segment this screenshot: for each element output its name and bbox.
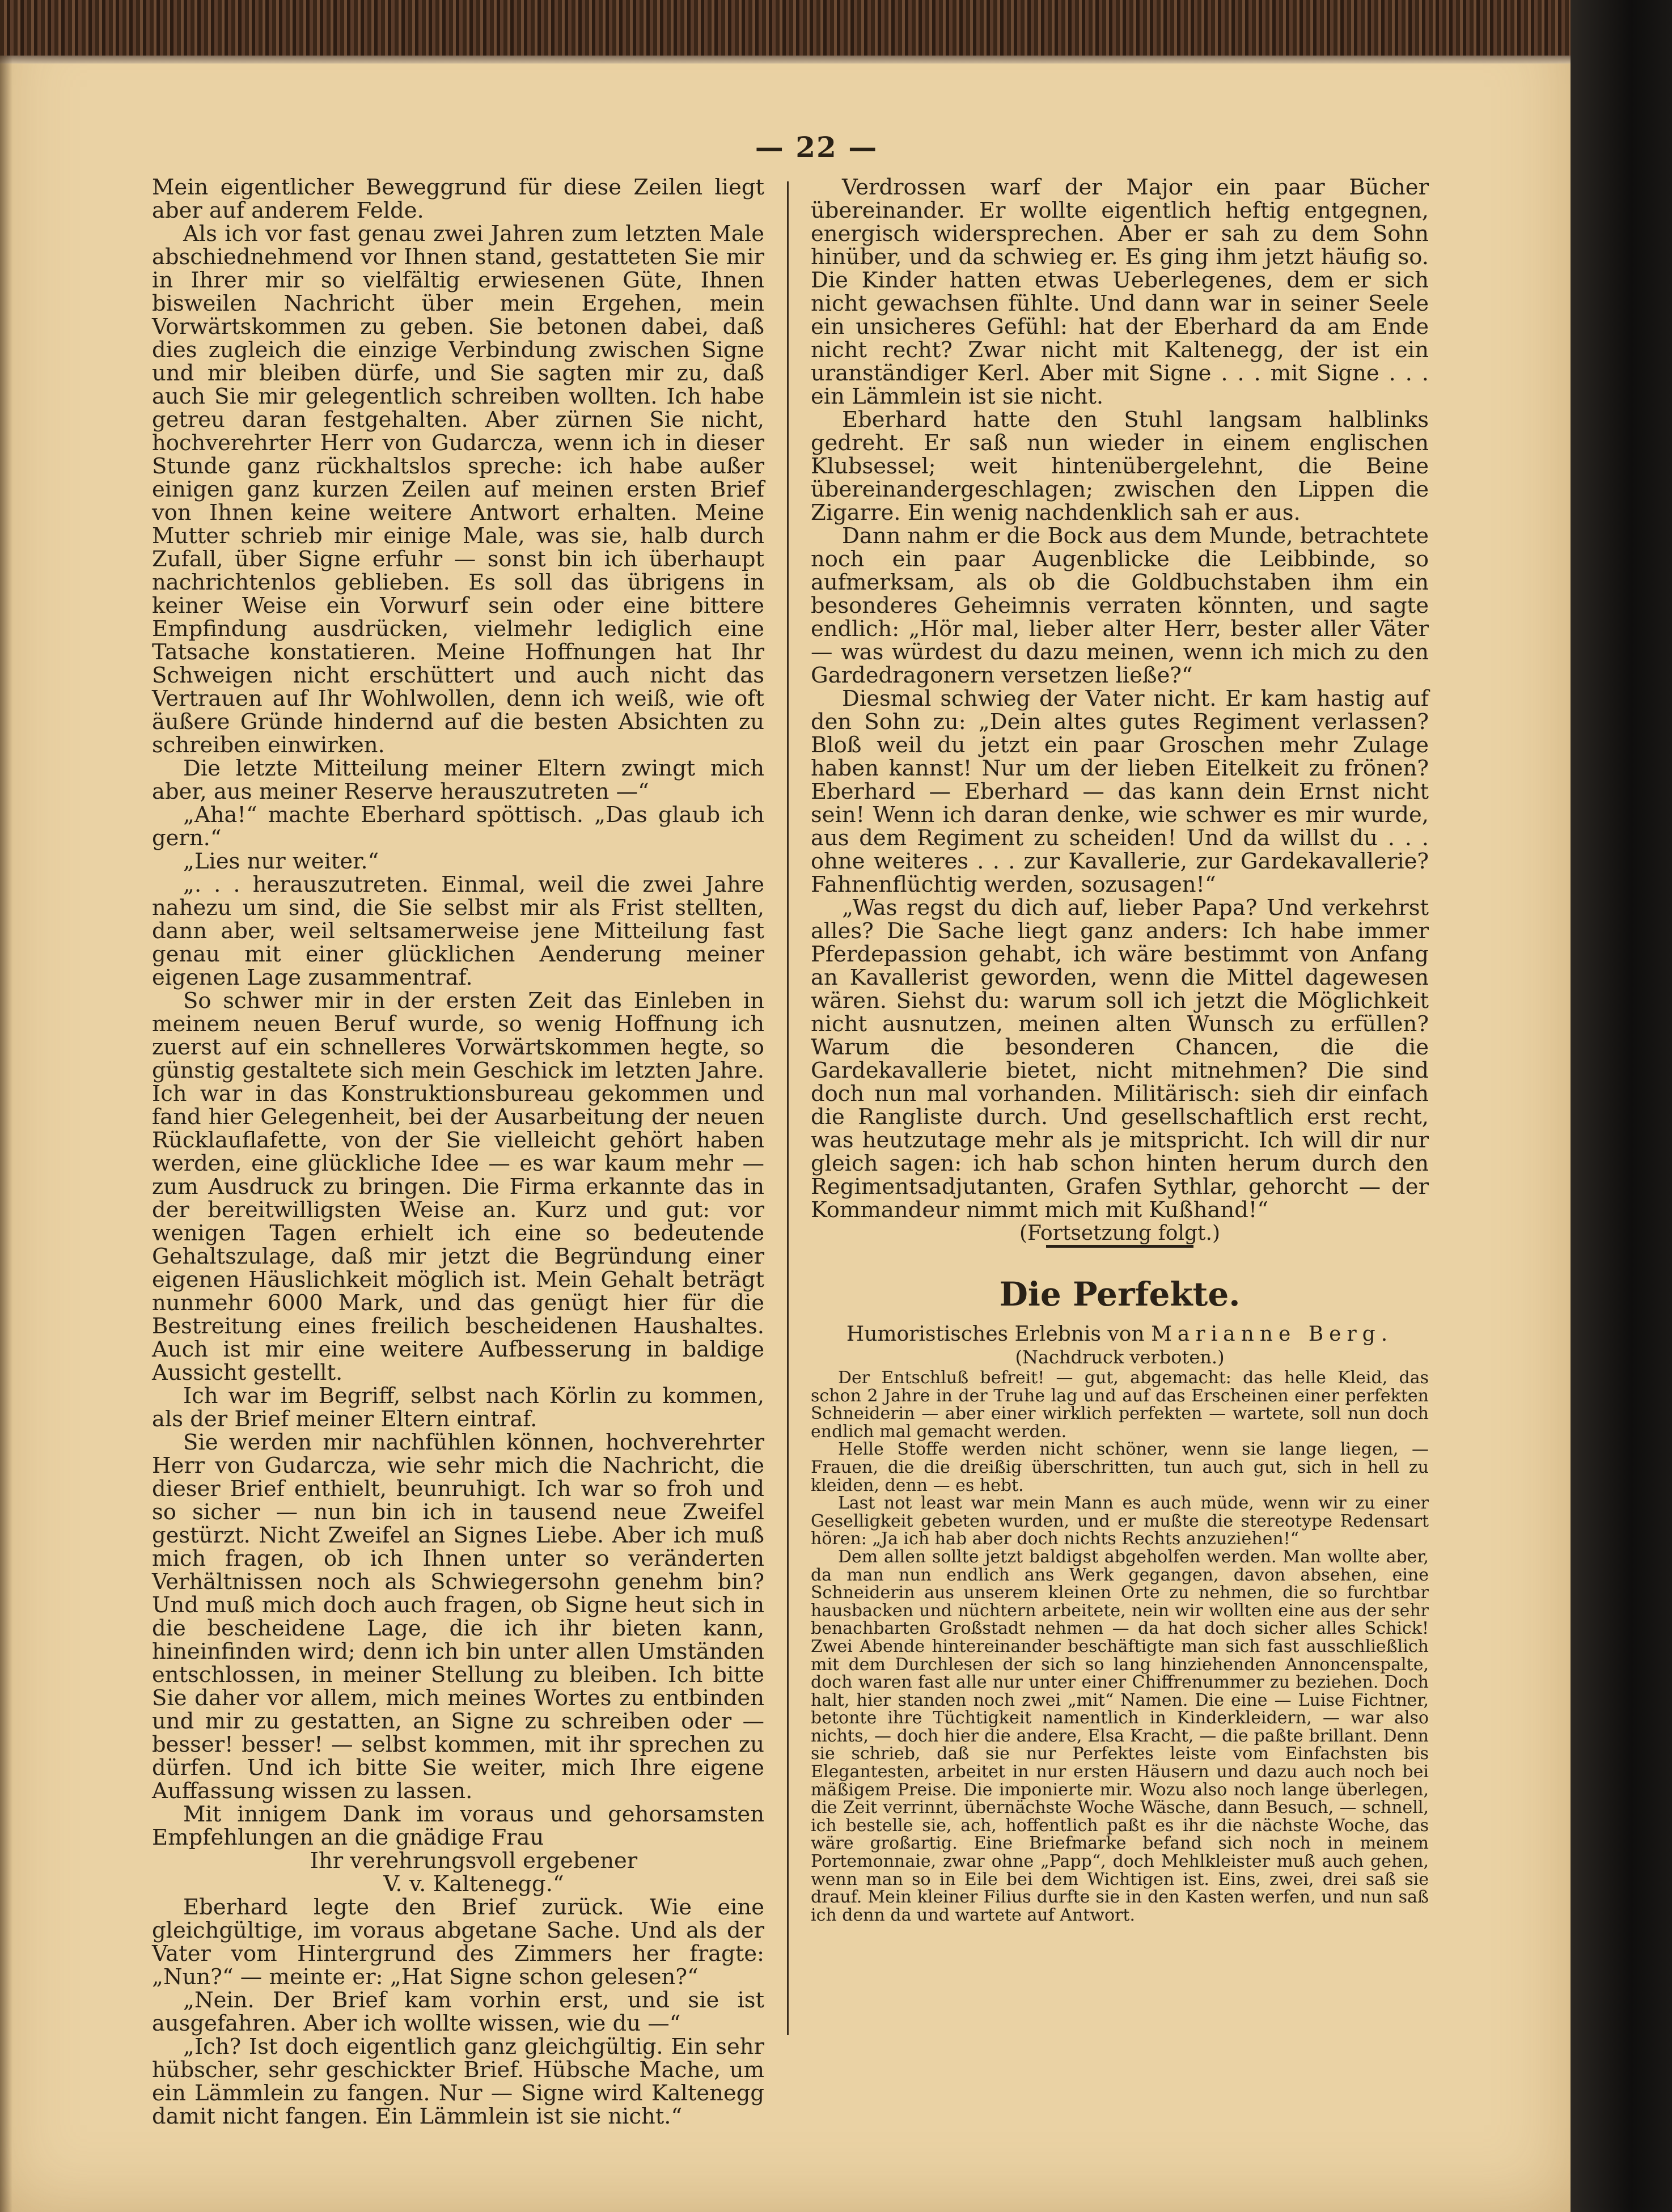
continued-note: (Fortsetzung folgt.)	[1019, 1222, 1220, 1245]
paragraph: „Nein. Der Brief kam vorhin erst, und sie ist ausgefahren. Aber ich wollte wissen, wie du —“	[152, 1988, 764, 2036]
book-binding	[0, 0, 1571, 56]
paragraph: „Was regst du dich auf, lieber Papa? Und verkehrst alles? Die Sache liegt ganz anders: Ich habe immer Pferdepassion gehabt, ich wäre bestimmt von Anfang an Kavallerist geworden, wenn die Mittel dagewesen wären. Siehst du: warum soll ich jetzt die Möglichkeit nicht ausnutzen, meinen alten Wunsch zu erfüllen? Warum die besonderen Chancen, die die Gardekavallerie bietet, nicht mitnehmen? Die sind doch nun mal vorhanden. Militärisch: sieh dir einfach die Rangliste durch. Und gesellschaftlich erst recht, was heutzutage mehr als je mitspricht. Ich will dir nur gleich sagen: ich hab schon hinten herum durch den Regimentsadjutanten, Grafen Sythlar, gehorcht — der Kommandeur nimmt mich mit Kußhand!“	[811, 895, 1429, 1223]
paragraph: „Aha!“ machte Eberhard spöttisch. „Das glaub ich gern.“	[152, 802, 764, 851]
paragraph: Verdrossen warf der Major ein paar Bücher übereinander. Er wollte eigentlich heftig entgegnen, energisch widersprechen. Aber er sah zu dem Sohn hinüber, und da schwieg er. Es ging ihm jetzt häufig so. Die Kinder hatten etwas Ueberlegenes, dem er sich nicht gewachsen fühlte. Und dann war in seiner Seele ein unsicheres Gefühl: hat der Eberhard da am Ende nicht recht? Zwar nicht mit Kaltenegg, der ist ein uranständiger Kerl. Aber mit Signe . . . mit Signe . . . ein Lämmlein ist sie nicht.	[811, 175, 1429, 409]
paragraph: So schwer mir in der ersten Zeit das Einleben in meinem neuen Beruf wurde, so wenig Hoffnung ich zuerst auf ein schnelleres Vorwärtskommen hegte, so günstig gestaltete sich mein Geschick im letzten Jahre. Ich war in das Konstruktionsbureau gekommen und fand hier Gelegenheit, bei der Ausarbeitung der neuen Rücklauflafette, von der Sie vielleicht gehört haben werden, eine glückliche Idee — es war kaum mehr — zum Ausdruck zu bringen. Die Firma erkannte das in der bereitwilligsten Weise an. Kurz und gut: vor wenigen Tagen erhielt ich eine so bedeutende Gehaltszulage, daß mir jetzt die Begründung einer eigenen Häuslichkeit möglich ist. Mein Gehalt beträgt nunmehr 6000 Mark, und das genügt hier für die Bestreitung eines freilich bescheidenen Haushaltes. Auch ist mir eine weitere Aufbesserung in baldige Aussicht gestellt.	[152, 988, 764, 1385]
signature-name: V. v. Kaltenegg.“	[383, 1871, 564, 1897]
paragraph: Eberhard legte den Brief zurück. Wie eine gleichgültige, im voraus abgetane Sache. Und als der Vater vom Hintergrund des Zimmers her fragte: „Nun?“ — meinte er: „Hat Signe schon gelesen?“	[152, 1895, 764, 1990]
section-separator	[1046, 1245, 1193, 1248]
paragraph: Mein eigentlicher Beweggrund für diese Zeilen liegt aber auf anderem Felde.	[152, 175, 764, 223]
paragraph: Dem allen sollte jetzt baldigst abgeholfen werden. Man wollte aber, da man nun endlich ans Werk gegangen, davon absehen, eine Schneiderin aus unserem kleinen Orte zu nehmen, die so furchtbar hausbacken und nüchtern arbeitete, nein wir wollten eine aus der sehr benachbarten Großstadt nehmen — da hat doch sicher alles Schick! Zwei Abende hintereinander beschäftigte man sich fast ausschließlich mit dem Durchlesen der sich so lang hinziehenden Annoncenspalte, doch waren fast alle nur unter einer Chiffrenummer zu beziehen. Doch halt, hier standen noch zwei „mit“ Namen. Die eine — Luise Fichtner, betonte ihre Tüchtigkeit namentlich in Kinderkleidern, — war also nichts, — doch hier die andere, Elsa Kracht, — die paßte brillant. Denn sie schrieb, daß sie nur Perfektes leiste vom Einfachsten bis Elegantesten, arbeitet in nur ersten Häusern und dazu auch noch bei mäßigem Preise. Die imponierte mir. Wozu also noch lange überlegen, die Zeit verrinnt, übernächste Woche Wäsche, dann Besuch, — schnell, ich bestelle sie, ach, hoffentlich paßt es ihr die nächste Woche, das wäre großartig. Eine Briefmarke befand sich noch in meinem Portemonnaie, zwar ohne „Papp“, doch Mehlkleister muß auch gehen, wenn man so in Eile bei dem Wichtigen ist. Eins, zwei, drei saß sie drauf. Mein kleiner Filius durfte sie in den Kasten werfen, und nun saß ich denn da und wartete auf Antwort.	[811, 1546, 1429, 1925]
paragraph: Eberhard hatte den Stuhl langsam halblinks gedreht. Er saß nun wieder in einem englischen Klubsessel; weit hintenübergelehnt, die Beine übereinandergeschlagen; zwischen den Lippen die Zigarre. Ein wenig nachdenklich sah er aus.	[811, 407, 1429, 526]
paragraph: „. . . herauszutreten. Einmal, weil die zwei Jahre nahezu um sind, die Sie selbst mir als Frist stellten, dann aber, weil seltsamerweise jene Mitteilung fast genau mit einer glücklichen Aenderung meiner eigenen Lage zusammentraf.	[152, 872, 764, 990]
story-author: Marianne Berg.	[1151, 1323, 1394, 1346]
page-shadow	[0, 56, 12, 2212]
paragraph: Ich war im Begriff, selbst nach Körlin zu kommen, als der Brief meiner Eltern eintraf.	[152, 1383, 764, 1432]
paragraph: „Ich? Ist doch eigentlich ganz gleichgültig. Ein sehr hübscher, sehr geschickter Brief. Hübsche Mache, um ein Lämmlein zu fangen. Nur — Signe wird Kaltenegg damit nicht fangen. Ein Lämmlein ist sie nicht.“	[152, 2034, 764, 2129]
paragraph: Last not least war mein Mann es auch müde, wenn wir zu einer Geselligkeit gebeten wurden, und er mußte die stereotype Redensart hören: „Ja ich hab aber doch nichts Rechts anzuziehen!“	[811, 1493, 1429, 1549]
subtitle-prefix: Humoristisches Erlebnis von	[846, 1323, 1145, 1346]
page-number: — 22 —	[755, 130, 878, 164]
signature-greeting: Ihr verehrungsvoll ergebener	[310, 1848, 638, 1874]
paragraph: Die letzte Mitteilung meiner Eltern zwingt mich aber, aus meiner Reserve herauszutreten —“	[152, 756, 764, 804]
right-column	[811, 176, 1429, 1924]
story-body	[811, 1369, 1429, 1924]
paragraph: Sie werden mir nachfühlen können, hochverehrter Herr von Gudarcza, wie sehr mich die Nachricht, die dieser Brief enthielt, beunruhigt. Ich war so froh und so sicher — nun bin ich in tausend neue Zweifel gestürzt. Nicht Zweifel an Signes Liebe. Aber ich muß mich fragen, ob ich Ihnen unter so veränderten Verhältnissen noch als Schwiegersohn genehm bin? Und muß mich doch auch fragen, ob Signe heut sich in die bescheidene Lage, die ich ihr bieten kann, hineinfinden wird; denn ich bin unter allen Umständen entschlossen, in meiner Stellung zu bleiben. Ich bitte Sie daher vor allem, mich meines Wortes zu entbinden und mir zu gestatten, an Signe zu schreiben oder — besser! besser! — selbst kommen, mit ihr sprechen zu dürfen. Und ich bitte Sie weiter, mich Ihre eigene Auffassung wissen zu lassen.	[152, 1430, 764, 1804]
letter-signature	[152, 1849, 764, 1896]
column-divider	[787, 181, 789, 2035]
reprint-notice: (Nachdruck verboten.)	[1015, 1346, 1225, 1368]
paragraph: Dann nahm er die Bock aus dem Munde, betrachtete noch ein paar Augenblicke die Leibbinde, so aufmerksam, als ob die Goldbuchstaben ihm ein besonderes Geheimnis verraten könnten, und sagte endlich: „Hör mal, lieber alter Herr, bester aller Väter — was würdest du dazu meinen, wenn ich mich zu den Gardedragonern versetzen ließe?“	[811, 523, 1429, 688]
paragraph: Mit innigem Dank im voraus und gehorsamsten Empfehlungen an die gnädige Frau	[152, 1802, 764, 1850]
left-column	[152, 176, 764, 2128]
story-subtitle	[811, 1323, 1429, 1346]
binding-edge	[0, 56, 1571, 63]
paragraph: Der Entschluß befreit! — gut, abgemacht: das helle Kleid, das schon 2 Jahre in der Truhe lag und auf das Erscheinen einer perfekten Schneiderin — aber einer wirklich perfekten — wartete, soll nun doch endlich mal gemacht werden.	[811, 1368, 1429, 1442]
paragraph: Helle Stoffe werden nicht schöner, wenn sie lange liegen, — Frauen, die die dreißig überschritten, tun auch gut, sich in hell zu kleiden, denn — es hebt.	[811, 1439, 1429, 1495]
story-title: Die Perfekte.	[999, 1275, 1241, 1313]
paragraph: Als ich vor fast genau zwei Jahren zum letzten Male abschiednehmend vor Ihnen stand, gestatteten Sie mir in Ihrer mir so vielfältig erwiesenen Güte, Ihnen bisweilen Nachricht über mein Ergehen, mein Vorwärtskommen zu geben. Sie betonen dabei, daß dies zugleich die einzige Verbindung zwischen Signe und mir bleiben dürfe, und Sie sagten mir zu, daß auch Sie mir gelegentlich schreiben wollten. Ich habe getreu daran festgehalten. Aber zürnen Sie nicht, hochverehrter Herr von Gudarcza, wenn ich in dieser Stunde ganz rückhaltslos spreche: ich habe außer einigen ganz kurzen Zeilen auf meinen ersten Brief von Ihnen keine weitere Antwort erhalten. Meine Mutter schrieb mir einige Male, was sie, halb durch Zufall, über Signe erfuhr — sonst bin ich überhaupt nachrichtenlos geblieben. Es soll das übrigens in keiner Weise ein Vorwurf sein oder eine bittere Empfindung ausdrücken, vielmehr lediglich eine Tatsache konstatieren. Meine Hoffnungen hat Ihr Schweigen nicht erschüttert und auch nicht das Vertrauen auf Ihr Wohlwollen, denn ich weiß, wie oft äußere Gründe hindernd auf die besten Absichten zu schreiben einwirken.	[152, 221, 764, 758]
paragraph: „Lies nur weiter.“	[183, 849, 379, 874]
paragraph: Diesmal schwieg der Vater nicht. Er kam hastig auf den Sohn zu: „Dein altes gutes Regiment verlassen? Bloß weil du jetzt ein paar Groschen mehr Zulage haben kannst! Nur um der lieben Eitelkeit zu frönen? Eberhard — Eberhard — das kann dein Ernst nicht sein! Wenn ich daran denke, wie schwer es mir wurde, aus dem Regiment zu scheiden! Und da willst du . . . ohne weiteres . . . zur Kavallerie, zur Gardekavallerie? Fahnenflüchtig werden, sozusagen!“	[811, 686, 1429, 897]
book-edge	[1571, 0, 1672, 2212]
